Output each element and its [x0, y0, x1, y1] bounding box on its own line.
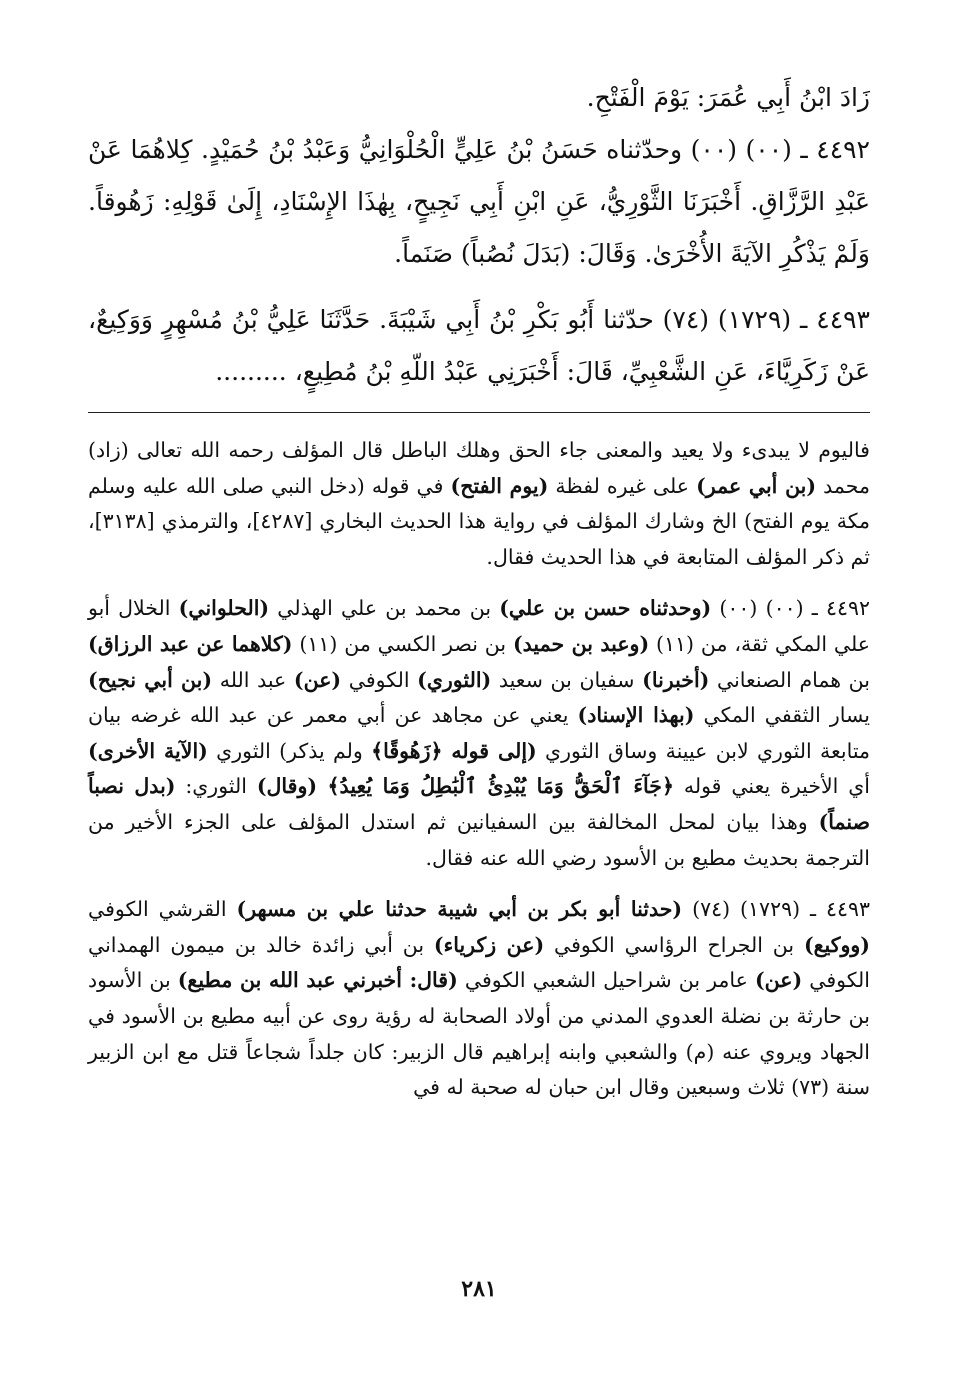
hadith-text-block: [88, 72, 870, 398]
footnote-divider: [88, 412, 870, 413]
hadith-paragraph: [88, 294, 870, 398]
hadith-sentence: ٤٤٩٣ ـ (١٧٢٩) (٧٤) حدّثنا أَبُو بَكْرِ بْنُ أَبِي شَيْبَةَ. حَدَّثَنَا عَلِيُّ بْنُ مُسْهِرٍ وَوَكِيعٌ، عَنْ زَكَرِيَّاءَ، عَنِ الشَّعْبِيِّ، قَالَ: أَخْبَرَنِي عَبْدُ اللّهِ بْنُ مُطِيعٍ،: [88, 305, 870, 386]
ellipsis-dots: .........: [215, 357, 287, 386]
page-number: ٢٨١: [461, 1276, 497, 1302]
hadith-paragraph: زَادَ ابْنُ أَبِي عُمَرَ: يَوْمَ الْفَتْحِ.: [586, 83, 870, 112]
hadith-paragraph: ٤٤٩٢ ـ (٠٠) (٠٠) وحدّثناه حَسَنُ بْنُ عَلِيٍّ الْحُلْوَانِيُّ وَعَبْدُ بْنُ حُمَيْدٍ. كِلاهُمَا عَنْ عَبْدِ الرَّزَّاقِ. أَخْبَرَنَا الثَّوْرِيُّ، عَنِ ابْنِ أَبِي نَجِيحٍ، بِهٰذَا الإِسْنَادِ، إِلَىٰ قَوْلِهِ: زَهُوقاً. وَلَمْ يَذْكُرِ الآيَةَ الأُخْرَىٰ. وَقَالَ: (بَدَلَ نُصُباً) صَنَماً.: [88, 135, 870, 268]
commentary-paragraph: ٤٤٩٢ ـ (٠٠) (٠٠) (وحدثناه حسن بن علي) بن محمد بن علي الهذلي (الحلواني) الخلال أبو علي المكي ثقة، من (١١) (وعبد بن حميد) بن نصر الكسي من (١١) (كلاهما عن عبد الرزاق) بن همام الصنعاني (أخبرنا) سفيان بن سعيد (الثوري) الكوفي (عن) عبد الله (بن أبي نجيح) يسار الثقفي المكي (بهذا الإسناد) يعني عن مجاهد عن أبي معمر عن عبد الله غرضه بيان متابعة الثوري لابن عيينة وساق الثوري (إلى قوله ﴿زَهُوقًا﴾ ولم يذكر) الثوري (الآية الأخرى) أي الأخيرة يعني قوله ﴿جَآءَ ٱلْحَقُّ وَمَا يُبْدِئُ ٱلْبَٰطِلُ وَمَا يُعِيدُ﴾ (وقال) الثوري: (بدل نصباً صنماً) وهذا بيان لمحل المخالفة بين السفيانين ثم استدل المؤلف على الجزء الأخير من الترجمة بحديث مطيع بن الأسود رضي الله عنه فقال.: [88, 596, 871, 870]
commentary-paragraph: ٤٤٩٣ ـ (١٧٢٩) (٧٤) (حدثنا أبو بكر بن أبي شيبة حدثنا علي بن مسهر) القرشي الكوفي (ووكيع) بن الجراح الرؤاسي الكوفي (عن زكرياء) بن أبي زائدة خالد بن ميمون الهمداني الكوفي (عن) عامر بن شراحيل الشعبي الكوفي (قال: أخبرني عبد الله بن مطيع) بن الأسود بن حارثة بن نضلة العدوي المدني من أولاد الصحابة له رؤية روى عن أبيه مطيع بن الأسود في الجهاد ويروي عنه (م) والشعبي وابنه إبراهيم قال الزبير: كان جلداً شجاعاً قتل مع ابن الزبير سنة (٧٣) ثلاث وسبعين وقال ابن حبان له صحبة له في: [88, 897, 871, 1100]
commentary-paragraph: فاليوم لا يبدىء ولا يعيد والمعنى جاء الحق وهلك الباطل قال المؤلف رحمه الله تعالى (زاد) محمد (بن أبي عمر) على غيره لفظة (يوم الفتح) في قوله (دخل النبي صلى الله عليه وسلم مكة يوم الفتح) الخ وشارك المؤلف في رواية هذا الحديث البخاري [٤٢٨٧]، والترمذي [٣١٣٨]، ثم ذكر المؤلف المتابعة في هذا الحديث فقال.: [88, 438, 870, 569]
commentary-block: [88, 433, 870, 1106]
